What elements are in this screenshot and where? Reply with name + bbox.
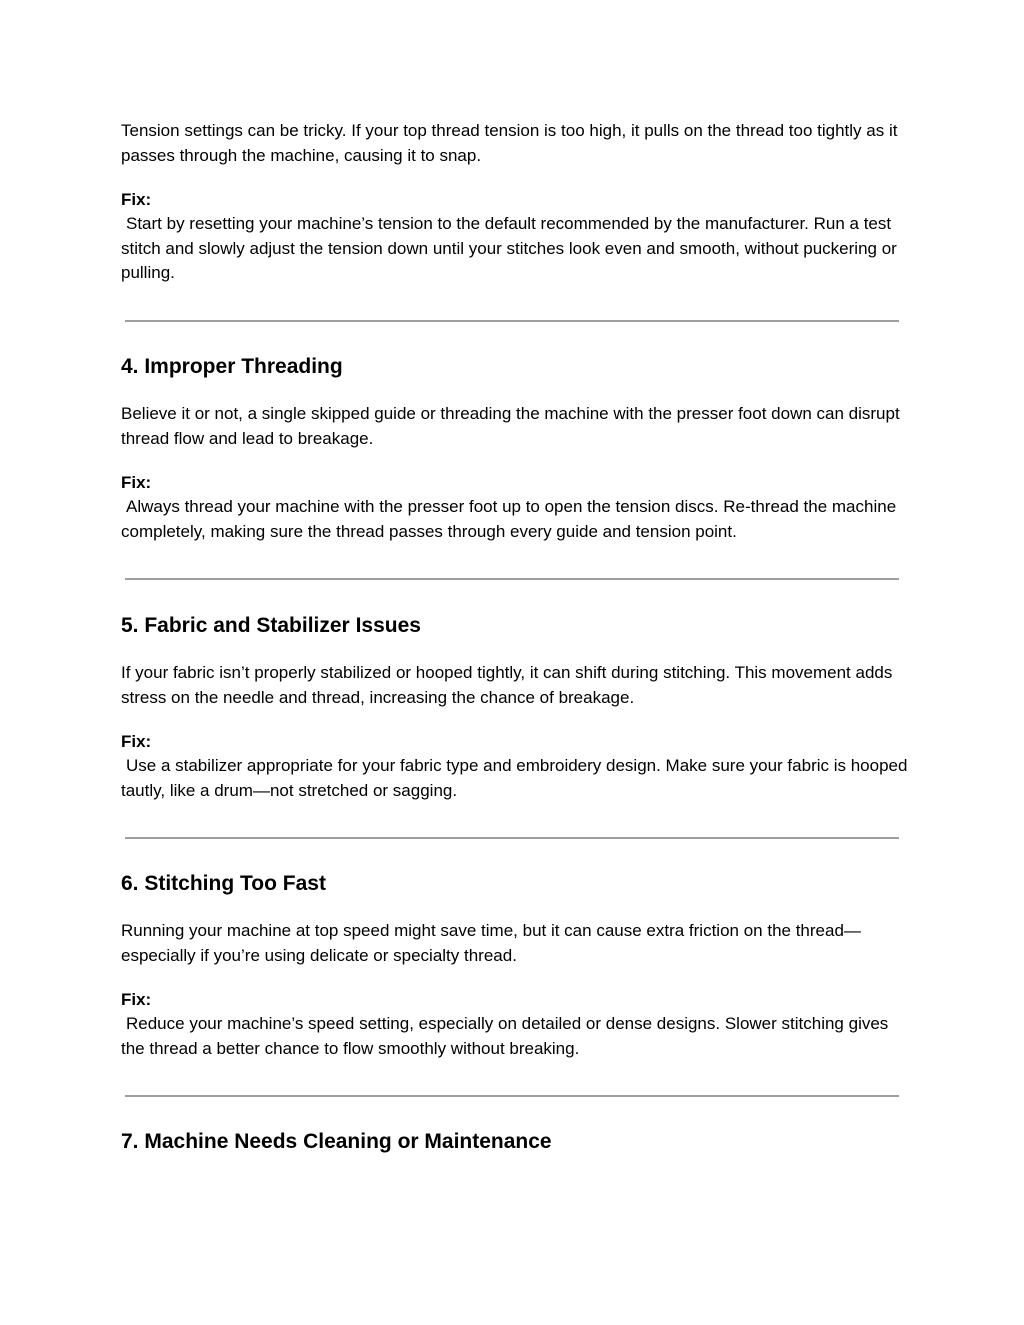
intro-fix-label: Fix: — [121, 190, 152, 209]
section-fix-text: Always thread your machine with the presser foot up to open the tension discs. Re-thread the machine completely, making sure the thread passes through every guide and tension point. — [121, 497, 897, 541]
section-fix-label: Fix: — [121, 473, 152, 492]
section-divider — [125, 1095, 899, 1097]
section-heading-fabric-stabilizer: 5. Fabric and Stabilizer Issues — [121, 614, 421, 637]
intro-paragraph: Tension settings can be tricky. If your top thread tension is too high, it pulls on the thread too tightly as it passes through the machine, causing it to snap. — [121, 121, 898, 165]
section-heading-stitching-too-fast: 6. Stitching Too Fast — [121, 872, 326, 895]
section-divider — [125, 837, 899, 839]
section-divider — [125, 320, 899, 322]
section-heading-improper-threading: 4. Improper Threading — [121, 355, 343, 378]
section-divider — [125, 578, 899, 580]
section-fix-text: Reduce your machine’s speed setting, especially on detailed or dense designs. Slower stitching gives the thread a better chance to flow smoothly without breaking. — [121, 1014, 889, 1058]
section-fix-label: Fix: — [121, 732, 152, 751]
section-fix-label: Fix: — [121, 990, 152, 1009]
section-paragraph: Running your machine at top speed might save time, but it can cause extra friction on the thread—especially if you’re using delicate or specialty thread. — [121, 921, 861, 965]
intro-fix-text: Start by resetting your machine’s tension to the default recommended by the manufacturer. Run a test stitch and slowly adjust the tension down until your stitches look even and smooth, without puckering or pulling. — [121, 214, 897, 282]
section-heading-machine-maintenance: 7. Machine Needs Cleaning or Maintenance — [121, 1130, 552, 1153]
section-fix-text: Use a stabilizer appropriate for your fabric type and embroidery design. Make sure your fabric is hooped tautly, like a drum—not stretched or sagging. — [121, 756, 908, 800]
section-paragraph: Believe it or not, a single skipped guide or threading the machine with the presser foot down can disrupt thread flow and lead to breakage. — [121, 404, 900, 448]
section-paragraph: If your fabric isn’t properly stabilized or hooped tightly, it can shift during stitching. This movement adds stress on the needle and thread, increasing the chance of breakage. — [121, 663, 893, 707]
